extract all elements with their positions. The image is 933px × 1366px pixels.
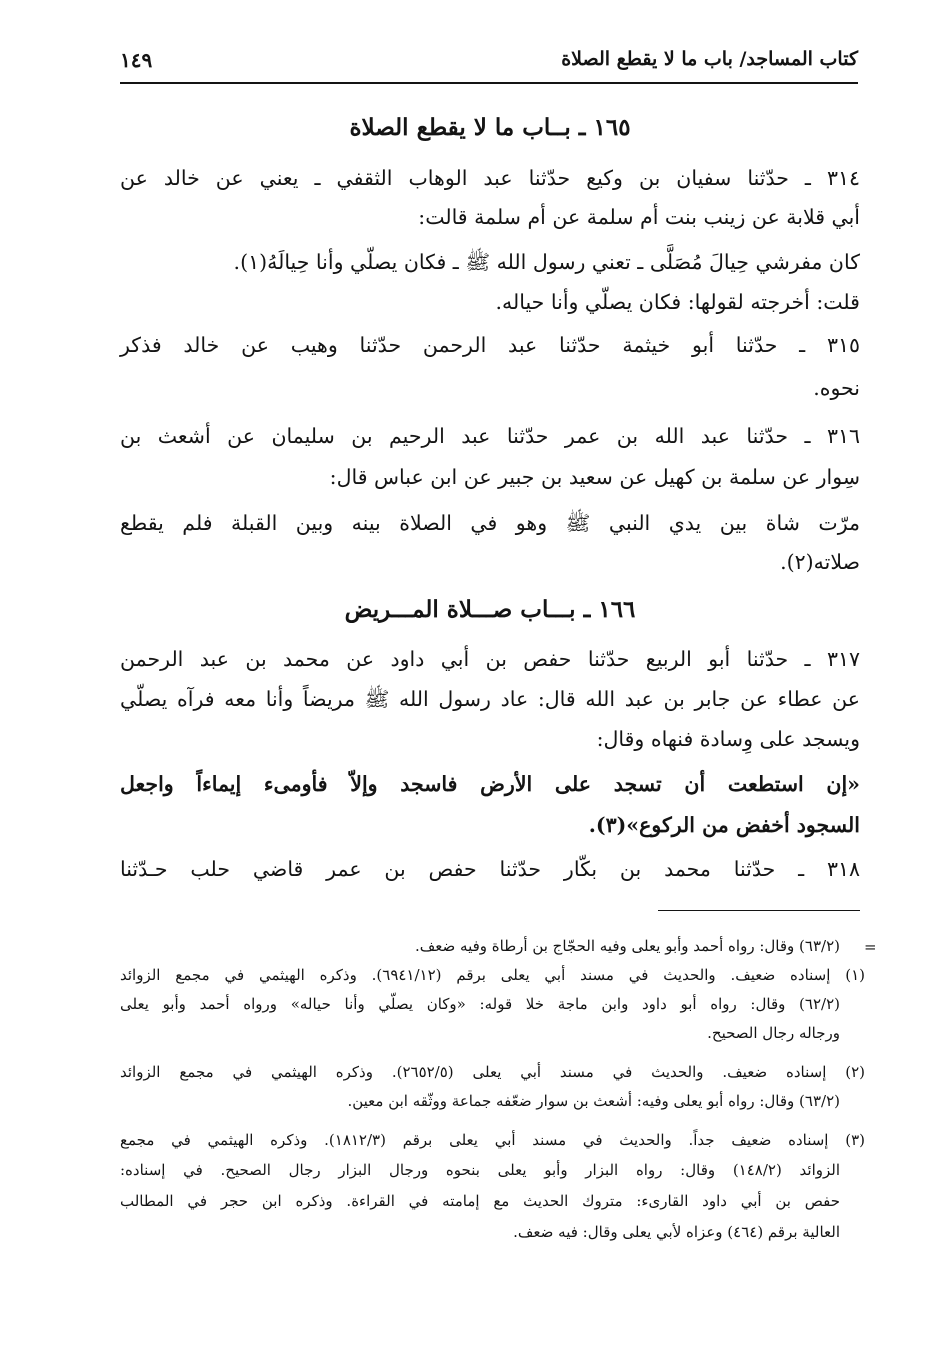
text-line: ٣١٨ ـ حدّثنا محمد بن بكّار حدّثنا حفص بن عمر قاضي حلب حـدّثنا [120, 857, 860, 881]
page-number: ١٤٩ [120, 48, 153, 72]
footnote-line: الزوائد (١٤٨/٢) وقال: رواه البزار وأبو يعلى بنحوه ورجال البزار رجال الصحيح. في إسناده: [120, 1161, 840, 1179]
text-line: قلت: أخرجته لقولها: فكان يصلّي وأنا حياله. [495, 290, 860, 314]
hadith-text-line: «إن استطعت أن تسجد على الأرض فاسجد وإلاّ فأومىء إيماءاً واجعل [120, 772, 860, 796]
footnote-line: العالية برقم (٤٦٤) وعزاه لأبي يعلى وقال: فيه ضعف. [513, 1223, 840, 1241]
text-line: أبي قلابة عن زينب بنت أم سلمة عن أم سلمة قالت: [418, 205, 860, 229]
header-title: كتاب المساجد/ باب ما لا يقطع الصلاة [561, 48, 858, 70]
hadith-text-line: السجود أخفض من الركوع»(٣). [588, 813, 860, 837]
text-line: ٣١٥ ـ حدّثنا أبو خيثمة حدّثنا عبد الرحمن حدّثنا وهيب عن خالد فذكر [120, 333, 860, 357]
text-line: ٣١٦ ـ حدّثنا عبد الله بن عمر حدّثنا عبد الرحيم بن سليمان عن أشعث بن [120, 424, 860, 448]
chapter-title-166: ١٦٦ ـ بـــاب صـــلاة المـــريض [344, 596, 636, 623]
text-line: سِوار عن سلمة بن كهيل عن سعيد بن جبير عن ابن عباس قال: [329, 465, 860, 489]
text-line: صلاته(٢). [780, 550, 860, 574]
footnote-line: (١) إسناده ضعيف. والحديث في مسند أبي يعلى برقم (٦٩٤١/١٢). وذكره الهيثمي في مجمع الزوائد [120, 966, 865, 984]
chapter-title-165: ١٦٥ ـ بــاب ما لا يقطع الصلاة [349, 114, 631, 141]
text-line: ويسجد على وِسادة فنهاه وقال: [596, 727, 860, 751]
footnote-line: حفص بن أبي داود القارىء: متروك الحديث مع إمامته في القراءة. وذكره ابن حجر في المطالب [120, 1192, 840, 1210]
header-rule [120, 82, 858, 84]
footnote-line: (٦٣/٢) وقال: رواه أحمد وأبو يعلى وفيه الحجّاج بن أرطاة وفيه ضعف. [414, 937, 840, 955]
footnote-line: (٦٢/٢) وقال: رواه أبو داود وابن ماجة خلا قوله: «وكان يصلّي وأنا حياله» ورواه أحمد وأبو يعلى [120, 995, 840, 1013]
footnote-line: (٣) إسناده ضعيف جداً. والحديث في مسند أبي يعلى برقم (١٨١٢/٣). وذكره الهيثمي في مجمع [120, 1131, 865, 1149]
running-header [120, 44, 858, 84]
text-line: ٣١٤ ـ حدّثنا سفيان بن وكيع حدّثنا عبد الوهاب الثقفي ـ يعني عن خالد عن [120, 166, 860, 190]
footnote-line: (٢) إسناده ضعيف. والحديث في مسند أبي يعلى (٢٦٥٢/٥). وذكره الهيثمي في مجمع الزوائد [120, 1063, 866, 1081]
footnote-line: (٦٣/٢) وقال: رواه أبو يعلى وفيه: أشعث بن سوار ضعّفه جماعة ووثّقه ابن معين. [347, 1092, 840, 1110]
footnote-line: ورجاله رجال الصحيح. [707, 1024, 840, 1042]
text-line: ٣١٧ ـ حدّثنا أبو الربيع حدّثنا حفص بن أبي داود عن محمد بن عبد الرحمن [120, 647, 860, 671]
text-line: مرّت شاة بين يدي النبي ﷺ وهو في الصلاة بينه وبين القبلة فلم يقطع [120, 511, 860, 535]
footnote-continuation-marker: = [864, 938, 877, 956]
footnote-rule [658, 910, 860, 911]
text-line: عن عطاء عن جابر بن عبد الله قال: عاد رسول الله ﷺ مريضاً وأنا معه فرآه يصلّي [120, 687, 860, 711]
text-line: نحوه. [813, 376, 860, 400]
text-line: كان مفرشي حِيالَ مُصَلَّى ـ تعني رسول الله ﷺ ـ فكان يصلّي وأنا حِيالَهُ(١). [233, 250, 860, 274]
